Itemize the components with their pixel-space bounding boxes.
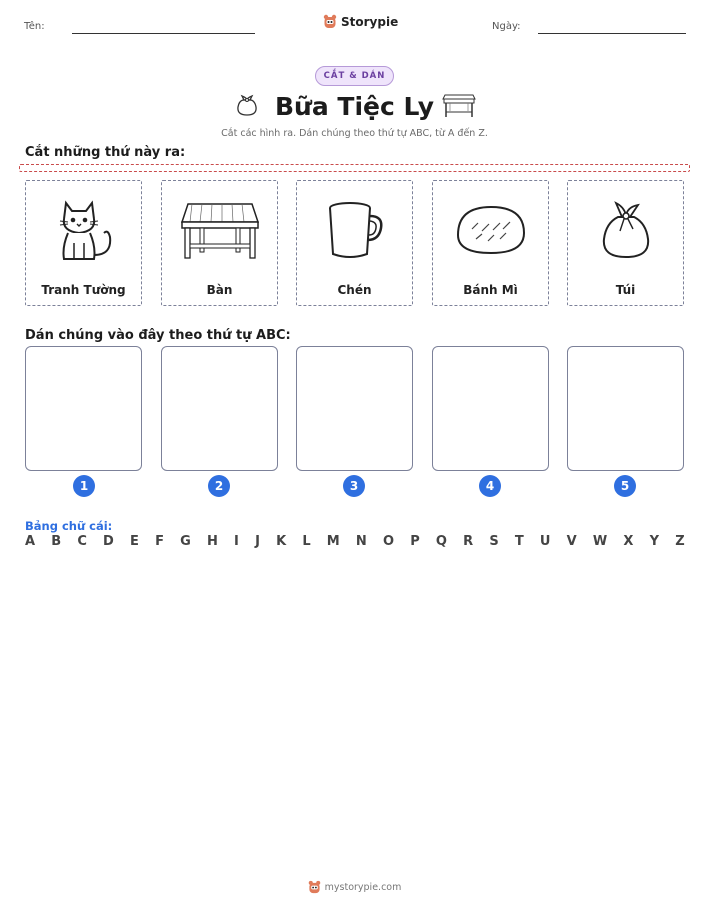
cut-card-bag[interactable] xyxy=(567,180,684,306)
name-line[interactable] xyxy=(72,33,255,34)
alphabet-letter: W xyxy=(592,534,608,549)
card-label: Tranh Tường xyxy=(41,283,126,297)
paste-box-3[interactable] xyxy=(296,346,413,471)
table-title-icon xyxy=(440,87,478,123)
alphabet-letter: R xyxy=(463,534,474,549)
alphabet-letter: K xyxy=(276,534,287,549)
paste-heading: Dán chúng vào đây theo thứ tự ABC: xyxy=(25,328,291,343)
alphabet-letter: Y xyxy=(649,534,660,549)
page-title: Bữa Tiệc Ly xyxy=(274,92,435,121)
alphabet-letter: E xyxy=(130,534,139,549)
card-label: Bàn xyxy=(206,283,233,297)
brand-name: Storypie xyxy=(341,15,399,29)
alphabet-letter: J xyxy=(255,534,260,549)
alphabet-letter: N xyxy=(355,534,367,549)
alphabet-row xyxy=(25,534,685,549)
card-label: Bánh Mì xyxy=(463,283,518,297)
bag-icon xyxy=(598,197,654,261)
card-label: Túi xyxy=(615,283,636,297)
cut-card-table[interactable] xyxy=(161,180,278,306)
bread-icon xyxy=(454,199,528,259)
number-badge: 4 xyxy=(479,475,501,497)
name-label: Tên: xyxy=(24,21,45,32)
brand-logo xyxy=(323,14,398,30)
number-badge: 1 xyxy=(73,475,95,497)
alphabet-letter: S xyxy=(489,534,499,549)
alphabet-letter: Z xyxy=(675,534,685,549)
number-badge: 5 xyxy=(614,475,636,497)
instructions: Cắt các hình ra. Dán chúng theo thứ tự ABC, từ A đến Z. xyxy=(221,128,488,139)
alphabet-letter: V xyxy=(566,534,577,549)
alphabet-heading: Bảng chữ cái: xyxy=(25,519,113,533)
alphabet-letter: Q xyxy=(435,534,447,549)
alphabet-letter: L xyxy=(302,534,311,549)
alphabet-letter: G xyxy=(180,534,191,549)
cut-line xyxy=(19,164,690,172)
cut-heading: Cắt những thứ này ra: xyxy=(25,145,186,160)
alphabet-letter: I xyxy=(234,534,239,549)
table-icon xyxy=(178,196,262,262)
cut-card-cat[interactable] xyxy=(25,180,142,306)
paste-box-5[interactable] xyxy=(567,346,684,471)
alphabet-letter: P xyxy=(410,534,420,549)
date-label: Ngày: xyxy=(492,21,521,32)
cup-icon xyxy=(323,196,387,262)
paste-box-4[interactable] xyxy=(432,346,549,471)
number-badge: 3 xyxy=(343,475,365,497)
storypie-mascot-icon xyxy=(323,14,337,30)
cat-icon xyxy=(52,193,116,265)
alphabet-letter: F xyxy=(155,534,164,549)
alphabet-letter: C xyxy=(77,534,87,549)
date-line[interactable] xyxy=(538,33,686,34)
paste-box-1[interactable] xyxy=(25,346,142,471)
footer xyxy=(308,880,402,895)
footer-link[interactable]: mystorypie.com xyxy=(324,882,402,893)
alphabet-letter: T xyxy=(514,534,524,549)
alphabet-letter: H xyxy=(206,534,218,549)
alphabet-letter: O xyxy=(382,534,395,549)
alphabet-letter: X xyxy=(623,534,634,549)
alphabet-letter: B xyxy=(51,534,62,549)
paste-box-2[interactable] xyxy=(161,346,278,471)
cut-card-cup[interactable] xyxy=(296,180,413,306)
alphabet-letter: D xyxy=(103,534,114,549)
alphabet-letter: M xyxy=(326,534,340,549)
activity-badge: CẮT & DÁN xyxy=(315,66,395,86)
cut-card-bread[interactable] xyxy=(432,180,549,306)
alphabet-letter: U xyxy=(539,534,551,549)
number-badge: 2 xyxy=(208,475,230,497)
card-label: Chén xyxy=(337,283,372,297)
alphabet-letter: A xyxy=(25,534,36,549)
storypie-mascot-icon xyxy=(308,880,321,895)
